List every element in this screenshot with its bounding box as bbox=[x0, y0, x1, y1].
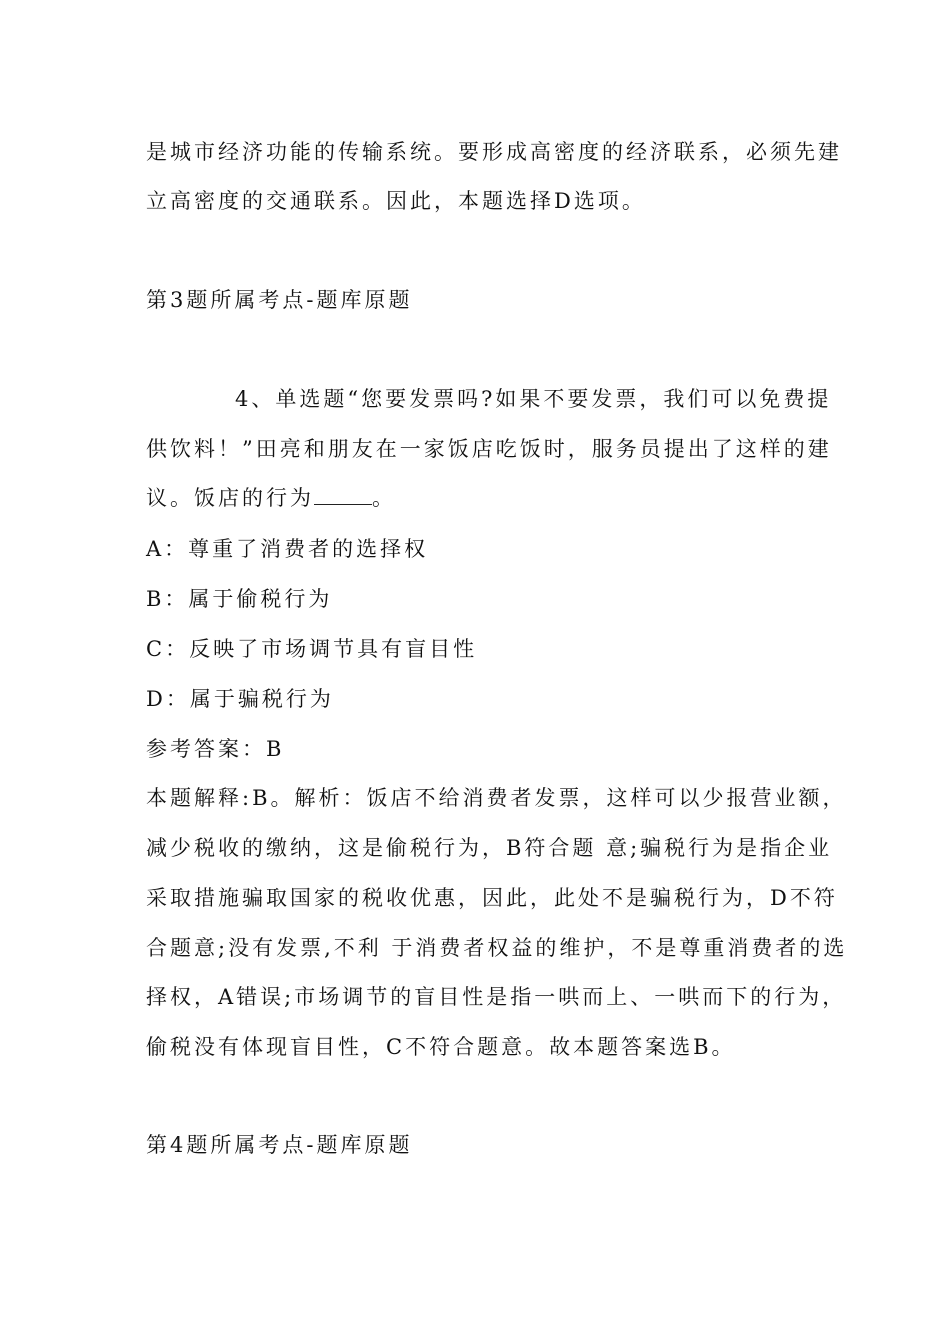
option-b: B：属于偷税行为 bbox=[146, 587, 333, 611]
prev-explanation-line-1: 是城市经济功能的传输系统。要形成高密度的经济联系，必须先建 bbox=[146, 140, 842, 164]
prev-explanation-line-2: 立高密度的交通联系。因此，本题选择D选项。 bbox=[146, 189, 646, 213]
explanation-line-6: 偷税没有体现盲目性，C不符合题意。故本题答案选B。 bbox=[146, 1035, 736, 1059]
explanation-line-5: 择权，A错误;市场调节的盲目性是指一哄而上、一哄而下的行为， bbox=[146, 985, 847, 1009]
option-a: A：尊重了消费者的选择权 bbox=[146, 537, 429, 561]
explanation-line-2: 减少税收的缴纳，这是偷税行为，B符合题 意;骗税行为是指企业 bbox=[146, 836, 833, 860]
question-4-stem-line-3 bbox=[146, 484, 396, 512]
stem-text: 议。饭店的行为 bbox=[146, 486, 314, 510]
question-4-stem-line-2: 供饮料！”田亮和朋友在一家饭店吃饭时，服务员提出了这样的建 bbox=[146, 437, 832, 461]
question-4-stem-line-1: 4、单选题“您要发票吗?如果不要发票，我们可以免费提 bbox=[235, 387, 832, 411]
question-3-topic: 第3题所属考点-题库原题 bbox=[146, 288, 413, 312]
explanation-line-3: 采取措施骗取国家的税收优惠，因此，此处不是骗税行为，D不符 bbox=[146, 886, 838, 910]
explanation-line-4: 合题意;没有发票,不利 于消费者权益的维护，不是尊重消费者的选 bbox=[146, 936, 848, 960]
option-c: C：反映了市场调节具有盲目性 bbox=[146, 637, 478, 661]
reference-answer: 参考答案：B bbox=[146, 737, 285, 761]
option-d: D：属于骗税行为 bbox=[146, 687, 334, 711]
answer-blank bbox=[314, 486, 372, 505]
explanation-line-1: 本题解释:B。解析：饭店不给消费者发票，这样可以少报营业额， bbox=[146, 786, 847, 810]
question-4-topic: 第4题所属考点-题库原题 bbox=[146, 1133, 413, 1157]
stem-period: 。 bbox=[372, 486, 396, 510]
